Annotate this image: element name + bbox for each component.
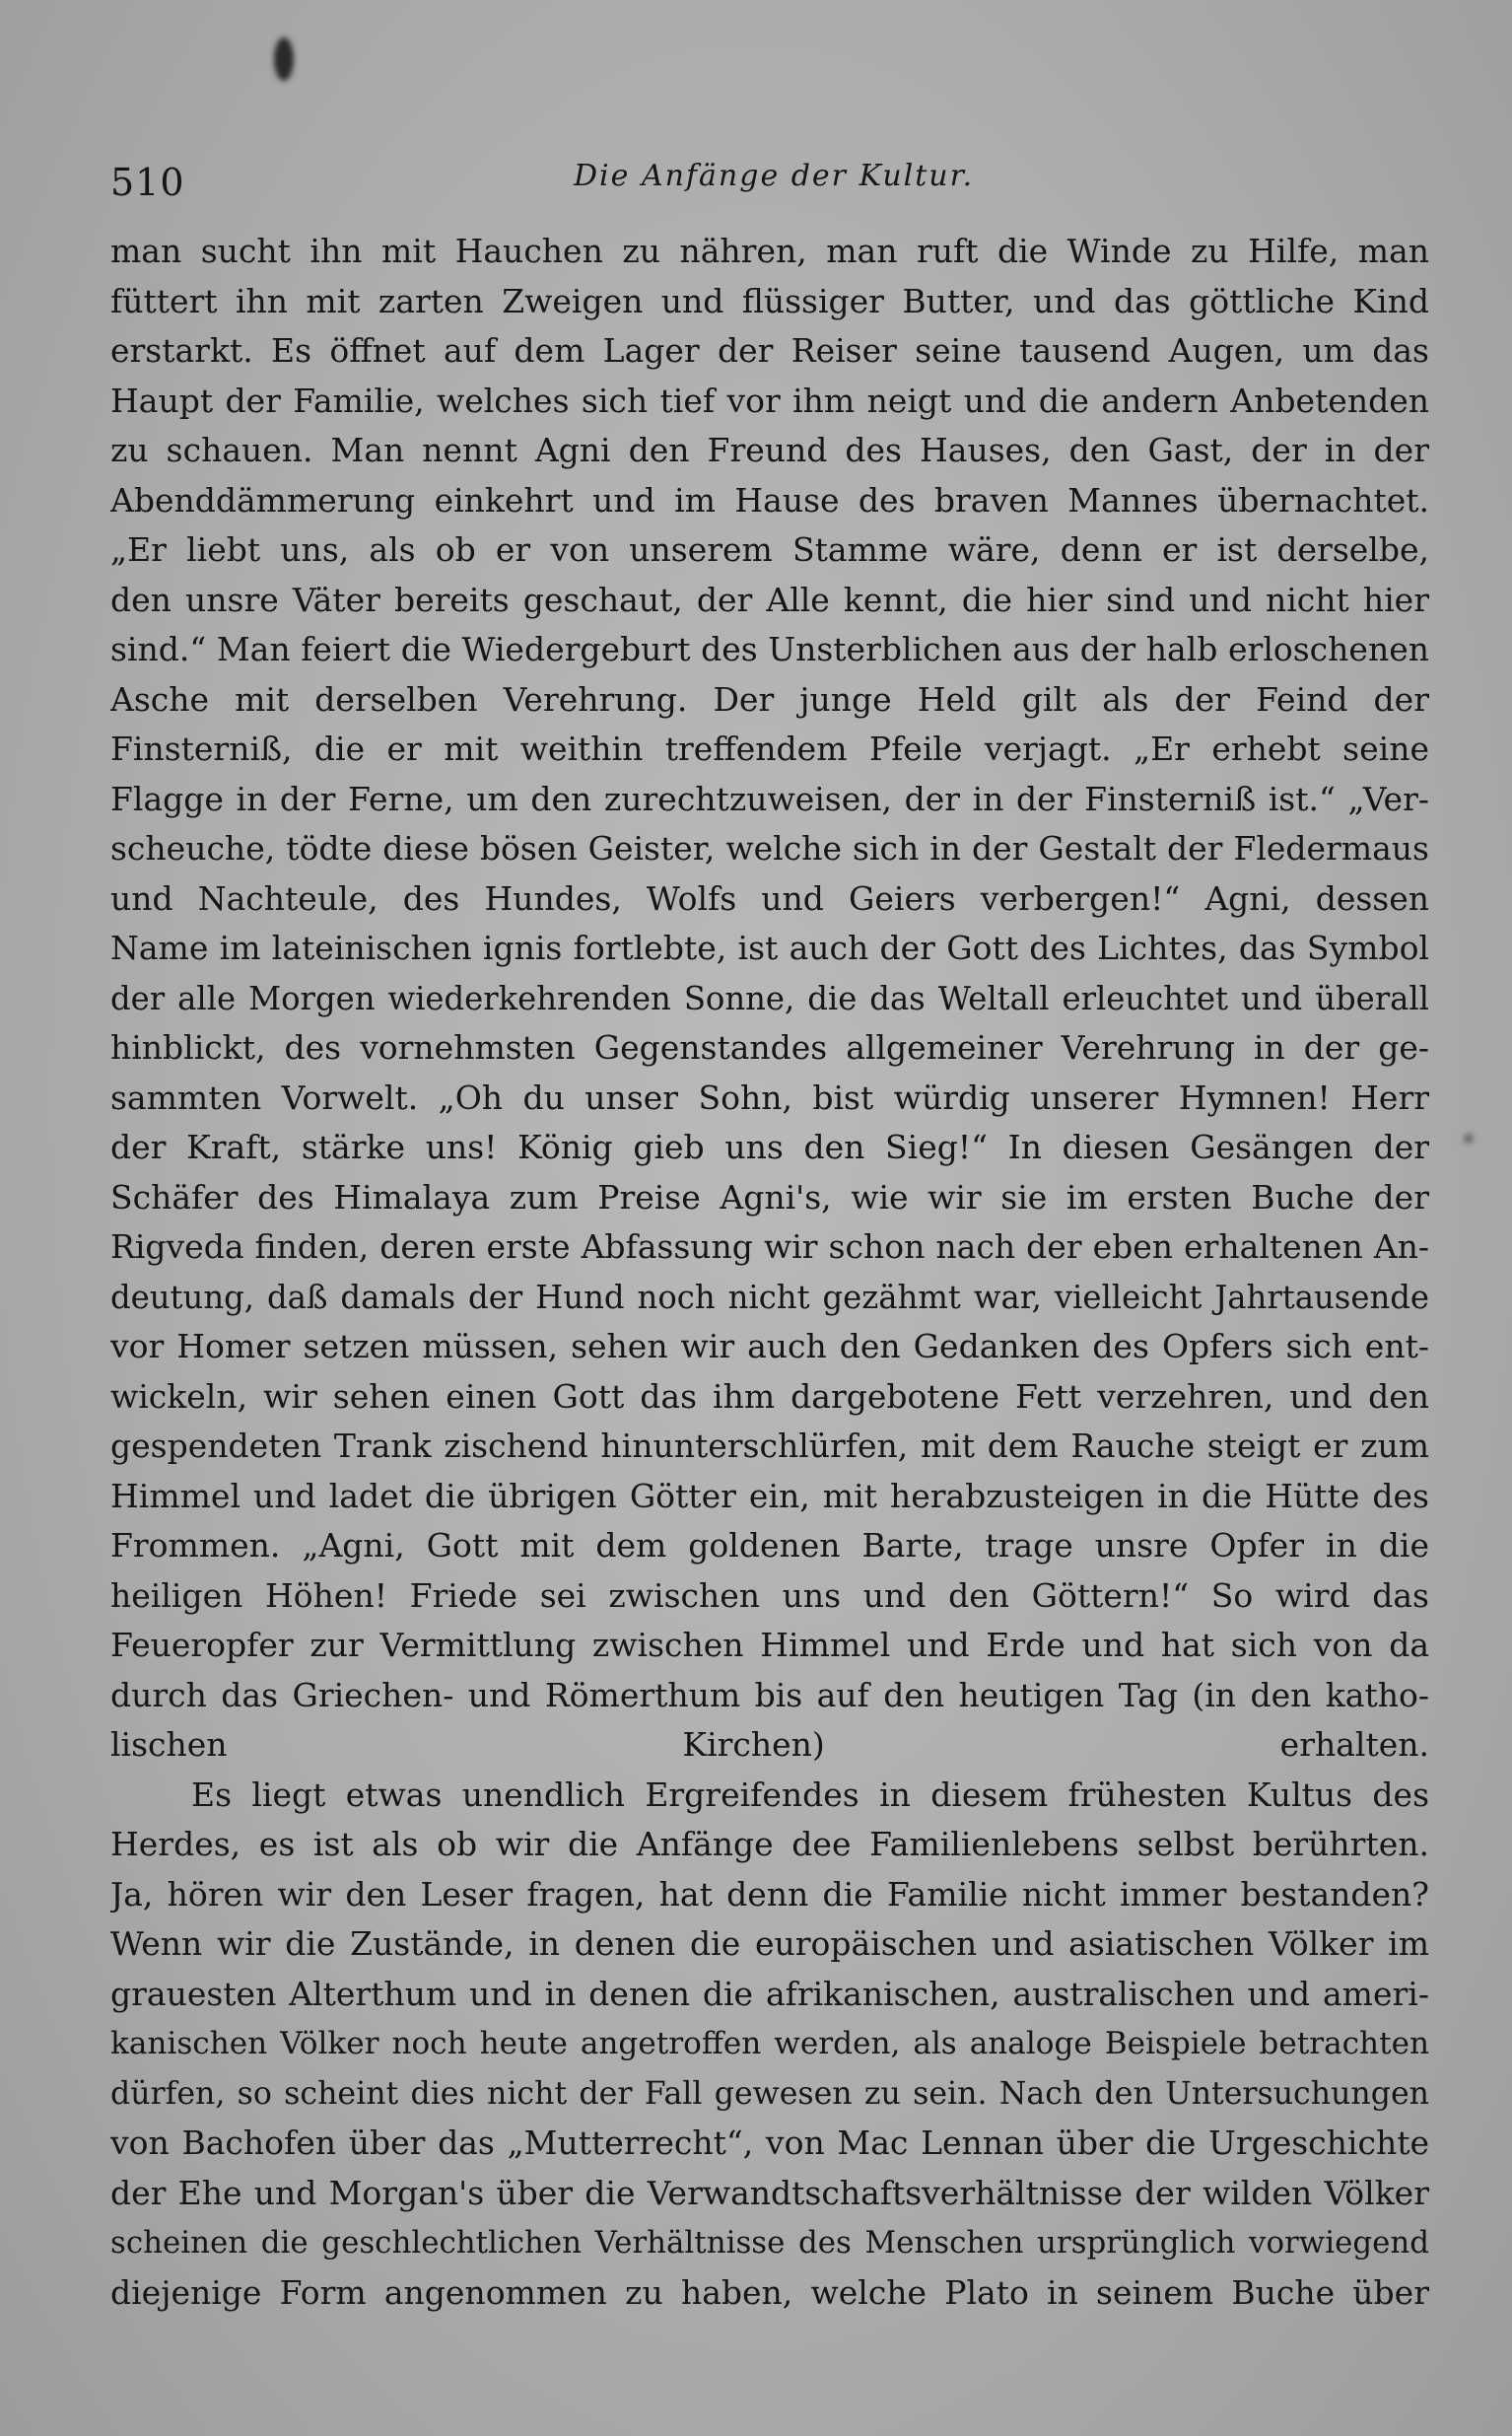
text-line: und Nachteule, des Hundes, Wolfs und Geiers verbergen!“ Agni, dessen [110, 878, 1429, 918]
text-line: Haupt der Familie, welches sich tief vor ihm neigt und die andern Anbetenden [110, 381, 1429, 420]
text-line: der Kraft, stärke uns! König gieb uns den Sieg!“ In diesen Gesängen der [110, 1128, 1429, 1166]
text-line: Ja, hören wir den Leser fragen, hat denn die Familie nicht immer bestanden? [110, 1874, 1429, 1914]
body-text [110, 227, 1429, 2318]
text-line: dürfen, so scheint dies nicht der Fall gewesen zu sein. Nach den Untersuchungen [110, 2075, 1429, 2112]
ink-blot [274, 37, 294, 81]
running-title: Die Anfänge der Kultur. [574, 159, 975, 193]
text-line: Asche mit derselben Verehrung. Der junge Held gilt als der Feind der [110, 679, 1429, 719]
text-line: Herdes, es ist als ob wir die Anfänge dee Familienlebens selbst berührten. [110, 1825, 1429, 1863]
text-line: gespendeten Trank zischend hinunterschlürfen, mit dem Rauche steigt er zum [110, 1427, 1429, 1465]
text-line: Name im lateinischen ignis fortlebte, ist auch der Gott des Lichtes, das Symbol [110, 929, 1429, 967]
text-line: Feueropfer zur Vermittlung zwischen Himmel und Erde und hat sich von da [110, 1626, 1429, 1664]
text-line: durch das Griechen- und Römerthum bis auf den heutigen Tag (in den katho- [110, 1675, 1429, 1714]
text-line: sammten Vorwelt. „Oh du unser Sohn, bist würdig unserer Hymnen! Herr [110, 1078, 1429, 1117]
text-line: heiligen Höhen! Friede sei zwischen uns und den Göttern!“ So wird das [110, 1575, 1429, 1615]
text-line: lischen Kirchen) erhalten. [110, 1725, 1429, 1764]
text-line: Flagge in der Ferne, um den zurechtzuweisen, der in der Finsterniß ist.“ „Ver- [110, 779, 1429, 818]
text-line: wickeln, wir sehen einen Gott das ihm dargebotene Fett verzehren, und den [110, 1376, 1429, 1416]
text-line: Es liegt etwas unendlich Ergreifendes in diesem frühesten Kultus des [191, 1775, 1429, 1814]
text-line: füttert ihn mit zarten Zweigen und flüssiger Butter, und das göttliche Kind [110, 281, 1429, 320]
text-line: deutung, daß damals der Hund noch nicht gezähmt war, vielleicht Jahrtausende [110, 1278, 1429, 1316]
text-line: Schäfer des Himalaya zum Preise Agni's, wie wir sie im ersten Buche der [110, 1177, 1429, 1217]
text-line: der Ehe und Morgan's über die Verwandtschaftsverhältnisse der wilden Völker [110, 2173, 1429, 2212]
text-line: hinblickt, des vornehmsten Gegenstandes allgemeiner Verehrung in der ge- [110, 1028, 1429, 1067]
text-line: man sucht ihn mit Hauchen zu nähren, man ruft die Winde zu Hilfe, man [110, 232, 1429, 270]
text-line: scheinen die geschlechtlichen Verhältnisse des Menschen ursprünglich vorwiegend [110, 2225, 1429, 2261]
page-header [110, 153, 1431, 212]
text-line: „Er liebt uns, als ob er von unserem Stamme wäre, denn er ist derselbe, [110, 530, 1429, 569]
text-line: scheuche, tödte diese bösen Geister, welche sich in der Gestalt der Fledermaus [110, 829, 1429, 868]
text-line: grauesten Alterthum und in denen die afrikanischen, australischen und ameri- [110, 1974, 1429, 2013]
text-line: vor Homer setzen müssen, sehen wir auch den Gedanken des Opfers sich ent- [110, 1327, 1429, 1365]
text-line: kanischen Völker noch heute angetroffen werden, als analoge Beispiele betrachten [110, 2026, 1429, 2061]
text-line: sind.“ Man feiert die Wiedergeburt des Unsterblichen aus der halb erloschenen [110, 630, 1429, 668]
text-line: den unsre Väter bereits geschaut, der Alle kennt, die hier sind und nicht hier [110, 580, 1429, 619]
text-line: Rigveda finden, deren erste Abfassung wir schon nach der eben erhaltenen An- [110, 1227, 1429, 1266]
paragraph [110, 1771, 1429, 2319]
text-line: Finsterniß, die er mit weithin treffendem Pfeile verjagt. „Er erhebt seine [110, 730, 1429, 768]
text-line: erstarkt. Es öffnet auf dem Lager der Reiser seine tausend Augen, um das [110, 331, 1429, 370]
text-line: Himmel und ladet die übrigen Götter ein, mit herabzusteigen in die Hütte des [110, 1476, 1429, 1515]
text-line: diejenige Form angenommen zu haben, welche Plato in seinem Buche über [110, 2272, 1429, 2312]
text-line: Abenddämmerung einkehrt und im Hause des braven Mannes übernachtet. [110, 480, 1429, 520]
text-line: Wenn wir die Zustände, in denen die europäischen und asiatischen Völker im [110, 1924, 1429, 1963]
paragraph [110, 227, 1429, 1771]
text-line: zu schauen. Man nennt Agni den Freund des Hauses, den Gast, der in der [110, 431, 1429, 469]
text-line: Frommen. „Agni, Gott mit dem goldenen Barte, trage unsre Opfer in die [110, 1526, 1429, 1565]
text-line: von Bachofen über das „Mutterrecht“, von Mac Lennan über die Urgeschichte [110, 2123, 1429, 2162]
text-line: der alle Morgen wiederkehrenden Sonne, die das Weltall erleuchtet und überall [110, 979, 1429, 1017]
page-number: 510 [110, 161, 185, 204]
ink-speck [1464, 1134, 1474, 1144]
